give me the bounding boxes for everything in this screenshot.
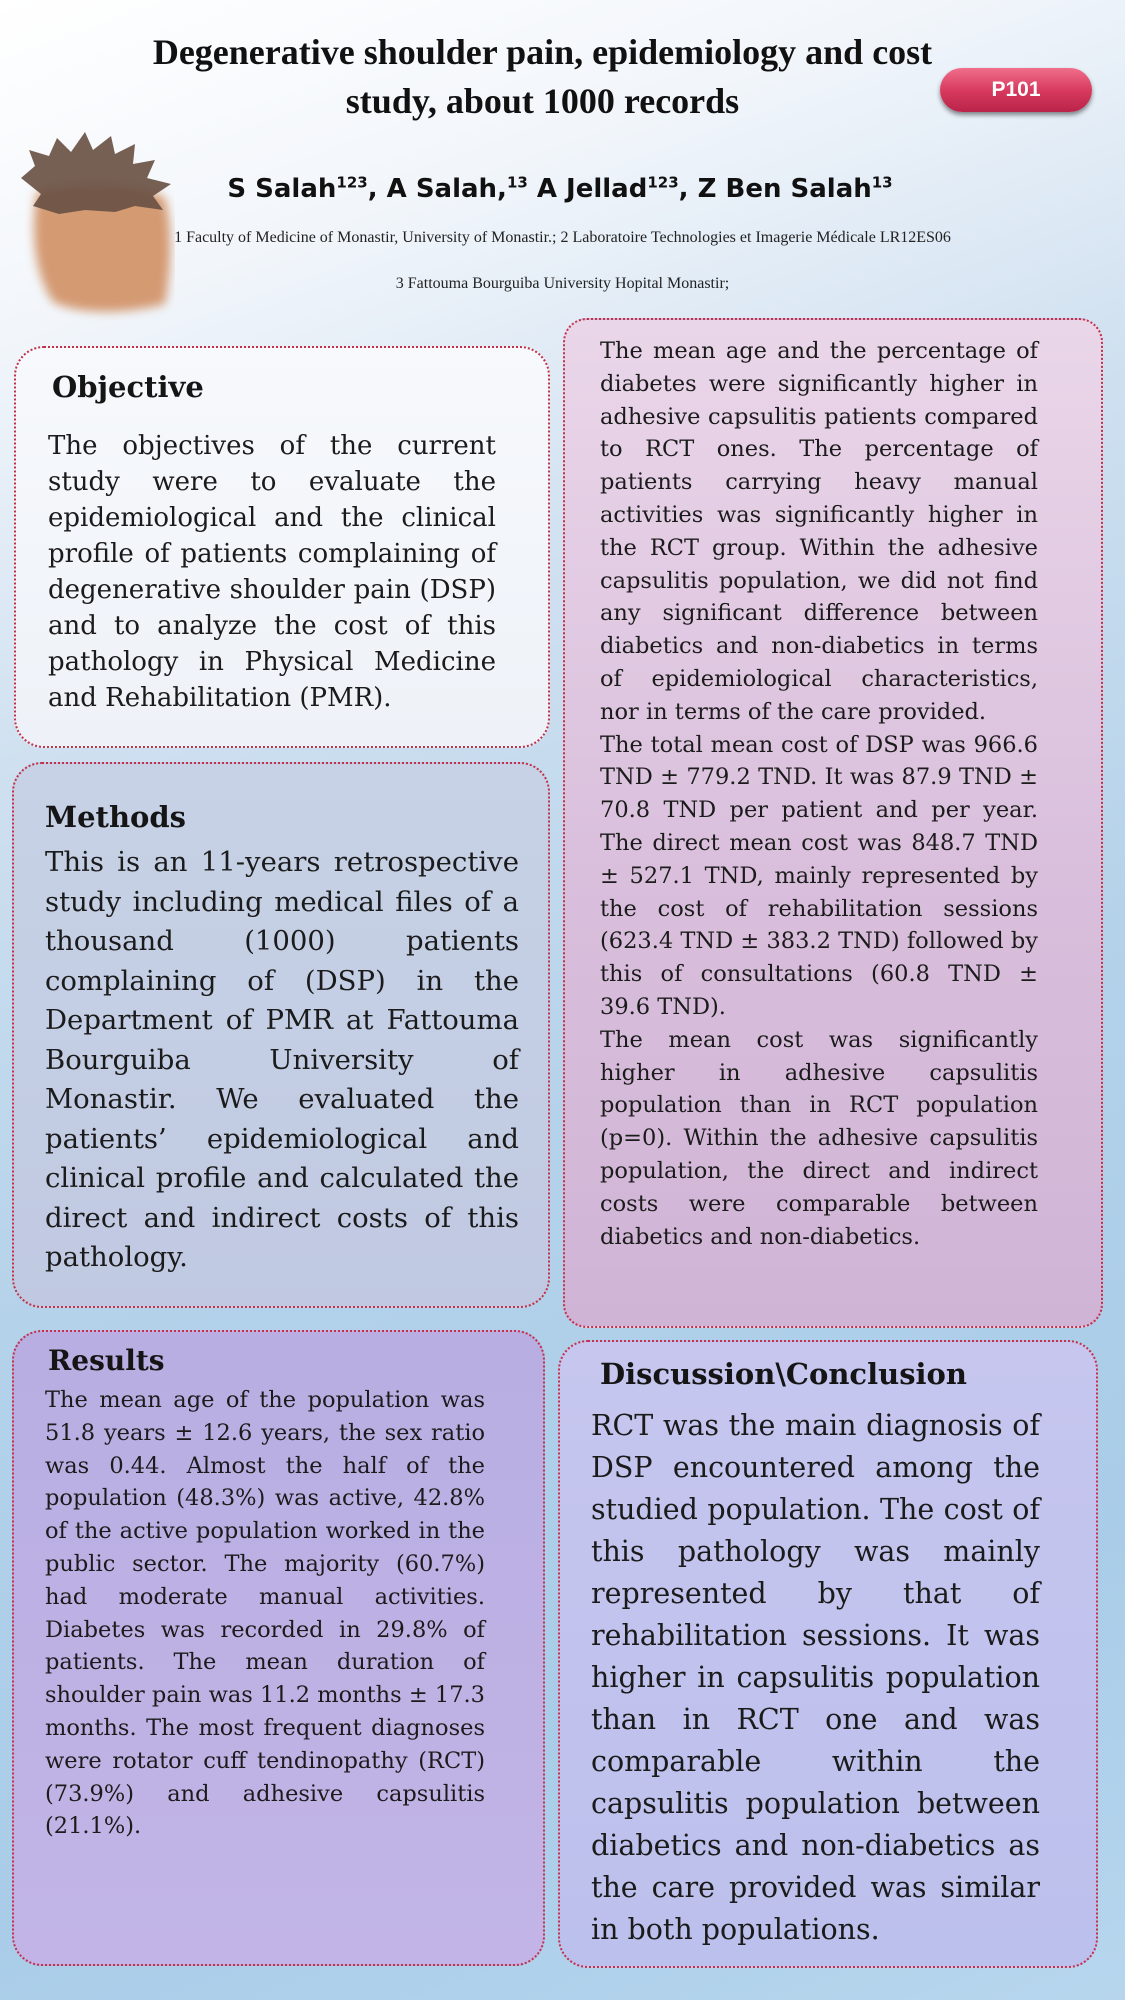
authors-line: S Salah$^{123}$, A Salah,$^{13}$ A Jellad$^{123}$, Z Ben Salah$^{13}$ — [227, 173, 893, 204]
methods-text: This is an 11-years retrospective study including medical files of a thousand (1000) patients complaining of (DSP) in the Department of PMR at Fattouma Bourguiba University of Monastir. We evaluated the patients’ epidemiological and clinical profile and calculated the direct and indirect costs of this pathology. — [45, 846, 519, 1273]
discussion-text: RCT was the main diagnosis of DSP encountered among the studied population. The cost of this pathology was mainly represented by that of rehabilitation sessions. It was higher in capsulitis population than in RCT one and was comparable within the capsulitis population between diabetics and non-diabetics as the care provided was similar in both populations. — [591, 1409, 1040, 1946]
author-affiliation-marker: 13 — [506, 173, 528, 192]
results-heading: Results — [48, 1344, 165, 1377]
author-affiliation-marker: 123 — [647, 173, 679, 192]
author-name: Z Ben Salah — [697, 174, 872, 204]
results-text: The mean age of the population was 51.8 years ± 12.6 years, the sex ratio was 0.44. Almost the half of the population (48.3%) was active, 42.8% of the active population worked in the public sector. The majority (60.7%) had moderate manual activities. Diabetes was recorded in 29.8% of patients. The mean duration of shoulder pain was 11.2 months ± 17.3 months. The most frequent diagnoses were rotator cuff tendinopathy (RCT) (73.9%) and adhesive capsulitis (21.1%). — [45, 1387, 485, 1840]
methods-heading: Methods — [45, 800, 186, 834]
affiliation-line-2: 3 Fattouma Bourguiba University Hopital Monastir; — [395, 275, 730, 292]
cost-paragraph: The total mean cost of DSP was 966.6 TND ± 779.2 TND. It was 87.9 TND ± 70.8 TND per patient and per year. The direct mean cost was 848.7 TND ± 527.1 TND, mainly represented by the cost of rehabilitation sessions (623.4 TND ± 383.2 TND) followed by this of consultations (60.8 TND ± 39.6 TND). — [600, 731, 1038, 1020]
author-name: S Salah — [227, 174, 337, 204]
author-name: A Jellad — [536, 174, 648, 204]
results-continued-text — [600, 335, 1038, 1253]
author-name: A Salah, — [386, 174, 507, 204]
author-affiliation-marker: 123 — [336, 173, 368, 192]
methods-section — [12, 762, 550, 1308]
poster-title: Degenerative shoulder pain, epidemiology and cost study, about 1000 records — [152, 32, 933, 121]
author-affiliation-marker: 13 — [871, 173, 893, 192]
objective-section — [14, 346, 550, 748]
affiliation-line-1: 1 Faculty of Medicine of Monastir, University of Monastir.; 2 Laboratoire Technologies et Imagerie Médicale LR12ES06 — [174, 229, 951, 246]
poster-id-badge: P101 — [940, 68, 1092, 112]
cost-comparison-paragraph: The mean cost was significantly higher in adhesive capsulitis population than in RCT population (p=0). Within the adhesive capsulitis population, the direct and indirect costs were comparable between diabetics and non-diabetics. — [600, 1026, 1038, 1250]
results-continued-section — [563, 318, 1103, 1328]
objective-text: The objectives of the current study were to evaluate the epidemiological and the clinical profile of patients complaining of degenerative shoulder pain (DSP) and to analyze the cost of this pathology in Physical Medicine and Rehabilitation (PMR). — [48, 431, 496, 713]
objective-heading: Objective — [52, 370, 204, 404]
discussion-heading: Discussion\Conclusion — [600, 1357, 967, 1391]
comparison-paragraph: The mean age and the percentage of diabetes were significantly higher in adhesive capsulitis patients compared to RCT ones. The percentage of patients carrying heavy manual activities was significantly higher in the RCT group. Within the adhesive capsulitis population, we did not find any significant difference between diabetics and non-diabetics in terms of epidemiological characteristics, nor in terms of the care provided. — [600, 338, 1038, 725]
results-section — [12, 1330, 545, 1966]
discussion-conclusion-section — [558, 1340, 1098, 1968]
